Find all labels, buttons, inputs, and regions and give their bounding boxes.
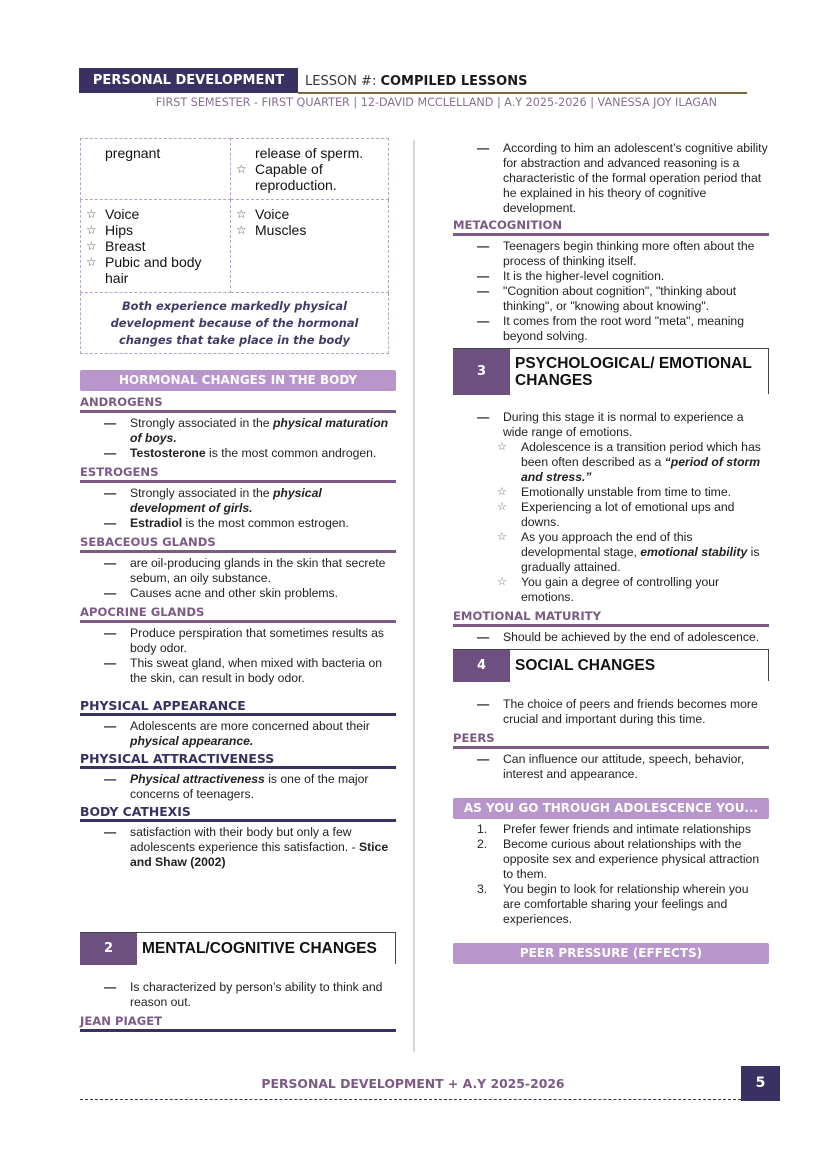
list-item — [477, 630, 769, 645]
star-icon: ☆ — [236, 223, 247, 237]
item-text: satisfaction with their body but only a few adolescents experience this satisfaction. - — [130, 825, 356, 854]
list-item — [85, 254, 226, 286]
item-text: Can influence our attitude, speech, behavior, interest and appearance. — [503, 752, 745, 781]
dash-icon: — — [477, 141, 490, 155]
item-text: Adolescents are more concerned about their — [130, 719, 370, 733]
dash-icon: — — [104, 656, 117, 670]
list-item — [477, 410, 769, 440]
list-item — [497, 530, 769, 575]
section-title: SOCIAL CHANGES — [515, 657, 656, 674]
list-item — [104, 719, 396, 749]
table-cell — [231, 200, 389, 293]
subject-label: PERSONAL DEVELOPMENT — [79, 68, 298, 93]
section-number: 4 — [453, 650, 510, 682]
item-text: is one of the major concerns of teenagers. — [130, 772, 369, 801]
page-header — [79, 68, 747, 94]
header-subtitle: FIRST SEMESTER - FIRST QUARTER | 12-DAVID MCCLELLAND | A.Y 2025-2026 | VANESSA JOY ILAGAN — [155, 96, 717, 109]
dash-icon: — — [104, 586, 117, 600]
item-text: Teenagers begin thinking more often about the process of thinking itself. — [503, 239, 755, 268]
star-icon: ☆ — [86, 223, 97, 237]
adolescence-banner: AS YOU GO THROUGH ADOLESCENCE YOU... — [453, 798, 769, 819]
item-text: During this stage it is normal to experience a wide range of emotions. — [503, 410, 744, 439]
star-icon: ☆ — [86, 207, 97, 221]
item-text: Strongly associated in the — [130, 486, 273, 500]
list-item — [85, 238, 226, 254]
item-text: Become curious about relationships with the opposite sex and experience physical attraction to them. — [503, 837, 760, 881]
item-text: are oil-producing glands in the skin that secrete sebum, an oily substance. — [130, 556, 386, 585]
list-item — [235, 206, 384, 222]
list-item — [497, 575, 769, 605]
list-item — [104, 825, 396, 870]
item-text: You gain a degree of controlling your emotions. — [521, 575, 720, 604]
list-item — [104, 516, 396, 531]
jean-piaget-heading: JEAN PIAGET — [80, 1014, 396, 1032]
list-item — [104, 416, 396, 446]
emphasis-text: “period of storm and stress.” — [521, 455, 761, 484]
header-rule — [298, 92, 747, 94]
dash-icon: — — [477, 284, 490, 298]
sebaceous-glands-heading: SEBACEOUS GLANDS — [80, 535, 396, 553]
apocrine-glands-heading: APOCRINE GLANDS — [80, 605, 396, 623]
section-number: 2 — [80, 933, 137, 965]
item-text: Produce perspiration that sometimes results as body odor. — [130, 626, 385, 655]
title-line: PSYCHOLOGICAL/ EMOTIONAL — [515, 355, 752, 372]
page-number: 5 — [741, 1066, 780, 1101]
androgens-heading: ANDROGENS — [80, 395, 396, 413]
bold-term: Testosterone — [130, 446, 206, 460]
item-text: Hips — [105, 222, 134, 238]
left-column — [80, 138, 396, 1032]
section-number: 3 — [453, 349, 510, 395]
dash-icon: — — [477, 697, 490, 711]
item-text: Voice — [105, 206, 140, 222]
item-text: "Cognition about cognition", "thinking about thinking", or "knowing about knowing". — [503, 284, 737, 313]
table-note: Both experience markedly physical development because of the hormonal changes that take place in the body — [81, 293, 389, 354]
item-number: 3. — [477, 882, 488, 896]
item-text: Voice — [255, 206, 290, 222]
item-text: The choice of peers and friends becomes more crucial and important during this time. — [503, 697, 758, 726]
footer-rule — [80, 1099, 741, 1100]
item-text: Pubic and body hair — [105, 254, 202, 286]
column-divider — [413, 140, 415, 1052]
item-text: Is characterized by person’s ability to think and reason out. — [130, 980, 383, 1009]
list-item — [104, 626, 396, 656]
cell-text: pregnant — [105, 145, 161, 161]
list-item — [477, 837, 769, 882]
list-item — [104, 656, 396, 686]
physical-appearance-heading: PHYSICAL APPEARANCE — [80, 698, 396, 716]
list-item — [477, 269, 769, 284]
list-item — [235, 161, 384, 193]
list-item — [235, 222, 384, 238]
footer-text: PERSONAL DEVELOPMENT + A.Y 2025-2026 — [261, 1076, 565, 1091]
list-item — [497, 500, 769, 530]
dash-icon: — — [104, 446, 117, 460]
item-text: is gradually attained. — [521, 545, 760, 574]
list-item — [104, 772, 396, 802]
list-item — [477, 141, 769, 216]
item-text: It is the higher-level cognition. — [503, 269, 665, 283]
list-item — [477, 314, 769, 344]
list-item — [104, 446, 396, 461]
list-item — [85, 206, 226, 222]
dash-icon: — — [104, 516, 117, 530]
item-text: You begin to look for relationship wherein you are comfortable sharing your feelings and experiences. — [503, 882, 749, 926]
dash-icon: — — [104, 772, 117, 786]
list-item — [477, 697, 769, 727]
item-text: This sweat gland, when mixed with bacteria on the skin, can result in body odor. — [130, 656, 383, 685]
item-text: Should be achieved by the end of adolescence. — [503, 630, 760, 644]
star-icon: ☆ — [86, 239, 97, 253]
title-line: CHANGES — [515, 372, 593, 389]
dash-icon: — — [104, 719, 117, 733]
lesson-value: COMPILED LESSONS — [380, 74, 528, 89]
list-item — [477, 284, 769, 314]
item-text: is the most common androgen. — [205, 446, 377, 460]
item-text: Adolescence is a transition period which has been often described as a — [521, 440, 761, 469]
item-text: Strongly associated in the — [130, 416, 273, 430]
star-icon: ☆ — [86, 255, 97, 269]
dash-icon: — — [104, 825, 117, 839]
dash-icon: — — [477, 752, 490, 766]
emphasis-text: Physical attractiveness — [130, 772, 265, 786]
list-item — [497, 440, 769, 485]
emphasis-text: emotional stability — [640, 545, 748, 559]
emphasis-text: physical maturation of boys. — [130, 416, 389, 445]
item-text: Causes acne and other skin problems. — [130, 586, 338, 600]
peer-pressure-banner: PEER PRESSURE (EFFECTS) — [453, 943, 769, 964]
list-item — [477, 239, 769, 269]
star-icon: ☆ — [497, 486, 507, 498]
dash-icon: — — [477, 239, 490, 253]
star-icon: ☆ — [236, 207, 247, 221]
cell-text: release of sperm. — [255, 145, 364, 161]
metacognition-heading: METACOGNITION — [453, 218, 769, 236]
dash-icon: — — [104, 556, 117, 570]
table-cell — [231, 139, 389, 200]
section-3-header — [453, 348, 769, 394]
item-text: As you approach the end of this developmental stage, — [521, 530, 693, 559]
list-item — [477, 752, 769, 782]
star-icon: ☆ — [497, 531, 507, 543]
emotional-maturity-heading: EMOTIONAL MATURITY — [453, 609, 769, 627]
dash-icon: — — [104, 416, 117, 430]
dash-icon: — — [104, 626, 117, 640]
list-item — [104, 486, 396, 516]
physical-attractiveness-heading: PHYSICAL ATTRACTIVENESS — [80, 751, 396, 769]
section-title — [515, 355, 752, 389]
list-item — [104, 586, 396, 601]
item-text: is the most common estrogen. — [182, 516, 349, 530]
emphasis-text: physical appearance. — [130, 734, 254, 748]
table-cell — [81, 139, 231, 200]
table-row — [81, 139, 389, 200]
peers-heading: PEERS — [453, 731, 769, 749]
dash-icon: — — [477, 410, 490, 424]
table-cell — [81, 200, 231, 293]
table-row — [81, 293, 389, 354]
table-row — [81, 200, 389, 293]
comparison-table — [80, 138, 389, 354]
star-icon: ☆ — [497, 576, 507, 588]
section-2-header — [80, 932, 396, 964]
section-4-header — [453, 649, 769, 681]
dash-icon: — — [104, 486, 117, 500]
list-item — [104, 980, 396, 1010]
list-item — [104, 556, 396, 586]
star-icon: ☆ — [497, 501, 507, 513]
lesson-title — [305, 68, 527, 93]
estrogens-heading: ESTROGENS — [80, 465, 396, 483]
section-title: MENTAL/COGNITIVE CHANGES — [142, 940, 377, 957]
item-text: Emotionally unstable from time to time. — [521, 485, 731, 499]
body-cathexis-heading: BODY CATHEXIS — [80, 804, 396, 822]
dash-icon: — — [477, 314, 490, 328]
item-text: Experiencing a lot of emotional ups and downs. — [521, 500, 735, 529]
star-icon: ☆ — [497, 441, 507, 453]
dash-icon: — — [477, 630, 490, 644]
hormonal-changes-banner: HORMONAL CHANGES IN THE BODY — [80, 370, 396, 391]
star-icon: ☆ — [236, 162, 247, 176]
lesson-label: LESSON #: — [305, 74, 377, 89]
item-text: Capable of reproduction. — [255, 161, 337, 193]
list-item — [497, 485, 769, 500]
right-column — [453, 141, 769, 964]
dash-icon: — — [477, 269, 490, 283]
emphasis-text: physical development of girls. — [130, 486, 322, 515]
list-item — [477, 882, 769, 927]
item-text: According to him an adolescent’s cognitive ability for abstraction and advanced reasoning is a characteristic of the formal operation period that he explained in his theory of cognitive development. — [503, 141, 768, 215]
item-number: 1. — [477, 822, 488, 836]
item-text: Muscles — [255, 222, 307, 238]
item-text: It comes from the root word "meta", meaning beyond solving. — [503, 314, 744, 343]
list-item — [85, 222, 226, 238]
citation: Stice and Shaw (2002) — [130, 840, 389, 869]
item-text: Prefer fewer friends and intimate relationships — [503, 822, 751, 836]
dash-icon: — — [104, 980, 117, 994]
item-text: Breast — [105, 238, 146, 254]
list-item — [477, 822, 769, 837]
bold-term: Estradiol — [130, 516, 183, 530]
item-number: 2. — [477, 837, 488, 851]
